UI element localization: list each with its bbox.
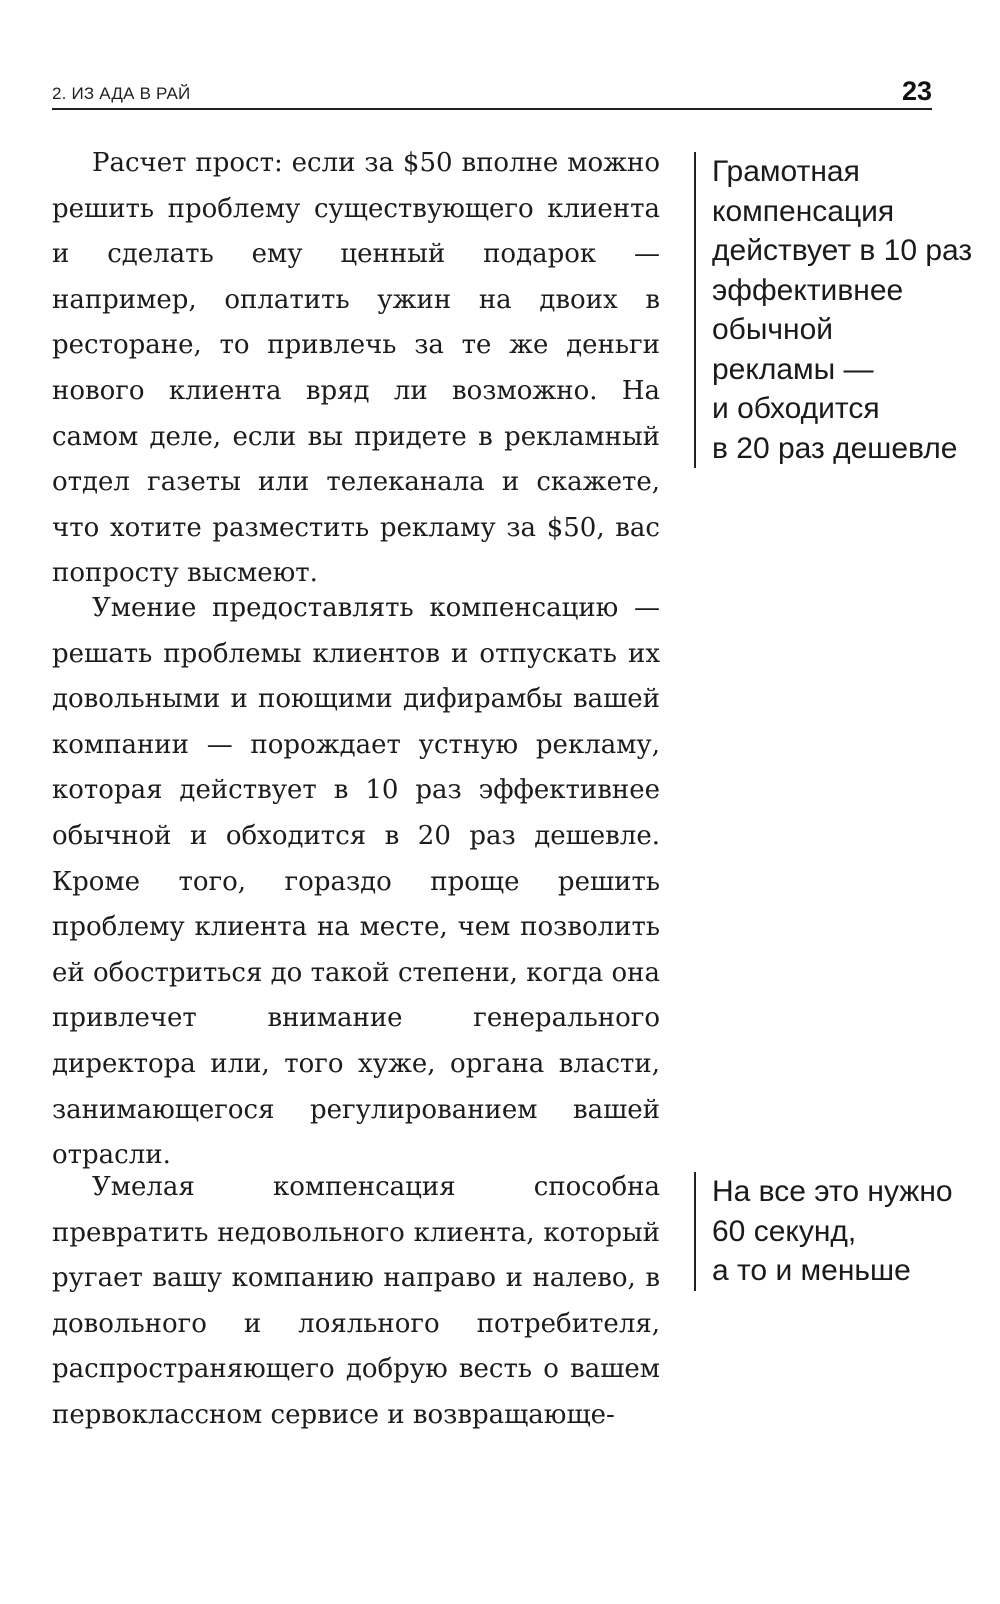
sidenote-line: обычной — [712, 313, 834, 346]
sidenote-1 — [694, 152, 972, 468]
sidenote-line: компенсация — [712, 194, 895, 228]
body-paragraph-1: Расчет прост: если за $50 вполне можно решить проблему существующего клиента и сделать ему ценный подарок — например, оплатить ужин на двоих в ресторане, то привлечь за те же деньги нового клиента вряд ли возможно. На самом деле, если вы придете в рекламный отдел газеты или телеканала и скажете, что хотите разместить рекламу за $50, вас попросту высмеют. — [52, 148, 660, 589]
sidenote-line: На все это нужно — [712, 1175, 953, 1208]
sidenote-line: эффективнее — [712, 273, 904, 307]
body-paragraph-3: Умелая компенсация способна превратить недовольного клиента, который ругает вашу компанию направо и налево, в довольного и лояльного потребителя, распространяющего добрую весть о вашем первоклассном сервисе и возвращающе- — [52, 1172, 660, 1430]
sidenote-line: рекламы — — [712, 352, 874, 386]
sidenote-line: Грамотная — [712, 155, 860, 188]
sidenote-line: действует в 10 раз — [712, 234, 973, 267]
sidenote-line: а то и меньше — [712, 1254, 911, 1287]
sidenote-2 — [694, 1172, 953, 1291]
sidenote-line: в 20 раз дешевле — [712, 431, 958, 465]
sidenote-line: 60 секунд, — [712, 1214, 857, 1248]
chapter-title: 2. ИЗ АДА В РАЙ — [52, 84, 191, 103]
sidenote-line: и обходится — [712, 392, 880, 425]
body-paragraph-2: Умение предоставлять компенсацию — решать проблемы клиентов и отпускать их довольными и поющими дифирамбы вашей компании — порождает устную рекламу, которая действует в 10 раз эффективнее обычной и обходится в 20 раз дешевле. Кроме того, гораздо проще решить проблему клиента на месте, чем позволить ей обостриться до такой степени, когда она привлечет внимание генерального директора или, того хуже, органа власти, занимающегося регулированием вашей отрасли. — [52, 593, 660, 1171]
running-header — [52, 78, 932, 110]
page-number: 23 — [901, 76, 932, 106]
